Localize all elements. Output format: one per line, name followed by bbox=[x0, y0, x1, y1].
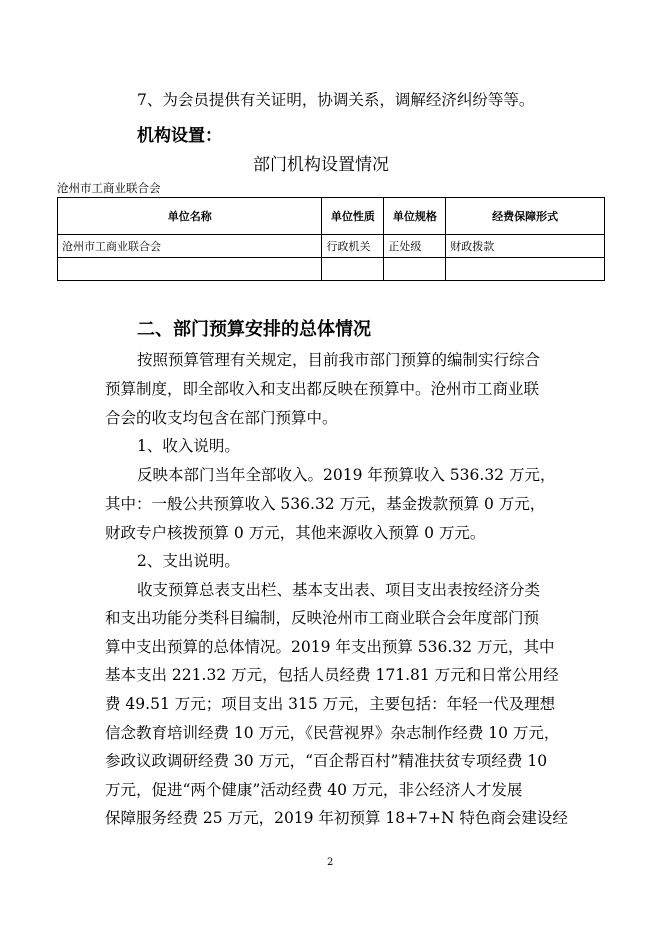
header-unit-name: 单位名称 bbox=[58, 198, 322, 235]
expense-line: 基本支出 221.32 万元，包括人员经费 171.81 万元和日常公用经 bbox=[105, 666, 559, 684]
expense-line: 参政议政调研经费 30 万元，“百企帮百村”精准扶贫专项经费 10 bbox=[105, 752, 548, 770]
para1-line: 合会的收支均包含在部门预算中。 bbox=[105, 409, 338, 427]
org-name-label: 沧州市工商业联合会 bbox=[57, 181, 161, 195]
income-line: 反映本部门当年全部收入。2019 年预算收入 536.32 万元， bbox=[137, 466, 556, 484]
cell-unit-name: 沧州市工商业联合会 bbox=[58, 235, 322, 258]
cell-funding-form: 财政拨款 bbox=[446, 235, 605, 258]
expense-line: 算中支出预算的总体情况。2019 年支出预算 536.32 万元，其中 bbox=[105, 638, 555, 656]
para1-line: 预算制度，即全部收入和支出都反映在预算中。沧州市工商业联 bbox=[105, 380, 540, 398]
header-unit-nature: 单位性质 bbox=[322, 198, 384, 235]
expense-line: 和支出功能分类科目编制，反映沧州市工商业联合会年度部门预 bbox=[105, 609, 540, 627]
expense-line: 收支预算总表支出栏、基本支出表、项目支出表按经济分类 bbox=[137, 581, 541, 599]
table-row bbox=[58, 235, 605, 258]
expense-line: 费 49.51 万元；项目支出 315 万元，主要包括：年轻一代及理想 bbox=[105, 695, 556, 713]
income-line: 其中：一般公共预算收入 536.32 万元，基金拨款预算 0 万元， bbox=[105, 495, 546, 513]
header-funding-form: 经费保障形式 bbox=[446, 198, 605, 235]
cell-empty bbox=[322, 258, 384, 281]
table-header-row bbox=[58, 198, 605, 235]
expense-line: 保障服务经费 25 万元，2019 年初预算 18+7+N 特色商会建设经 bbox=[105, 809, 568, 827]
cell-unit-level: 正处级 bbox=[384, 235, 446, 258]
income-heading: 1、收入说明。 bbox=[137, 437, 240, 455]
expense-heading: 2、支出说明。 bbox=[137, 552, 240, 570]
org-structure-table bbox=[57, 197, 605, 281]
cell-empty bbox=[446, 258, 605, 281]
table-title: 部门机构设置情况 bbox=[253, 155, 389, 175]
table-row bbox=[58, 258, 605, 281]
duty-item-7: 7、为会员提供有关证明，协调关系，调解经济纠纷等等。 bbox=[137, 91, 535, 109]
cell-empty bbox=[384, 258, 446, 281]
section-org-heading: 机构设置： bbox=[137, 126, 222, 146]
header-unit-level: 单位规格 bbox=[384, 198, 446, 235]
page-number: 2 bbox=[327, 857, 334, 868]
expense-line: 万元，促进“两个健康”活动经费 40 万元，非公经济人才发展 bbox=[105, 781, 523, 799]
expense-line: 信念教育培训经费 10 万元，《民营视界》杂志制作经费 10 万元， bbox=[105, 724, 560, 742]
para1-line: 按照预算管理有关规定，目前我市部门预算的编制实行综合 bbox=[137, 351, 541, 369]
section2-heading: 二、部门预算安排的总体情况 bbox=[137, 319, 371, 340]
cell-unit-nature: 行政机关 bbox=[322, 235, 384, 258]
cell-empty bbox=[58, 258, 322, 281]
income-line: 财政专户核拨预算 0 万元，其他来源收入预算 0 万元。 bbox=[105, 524, 486, 542]
